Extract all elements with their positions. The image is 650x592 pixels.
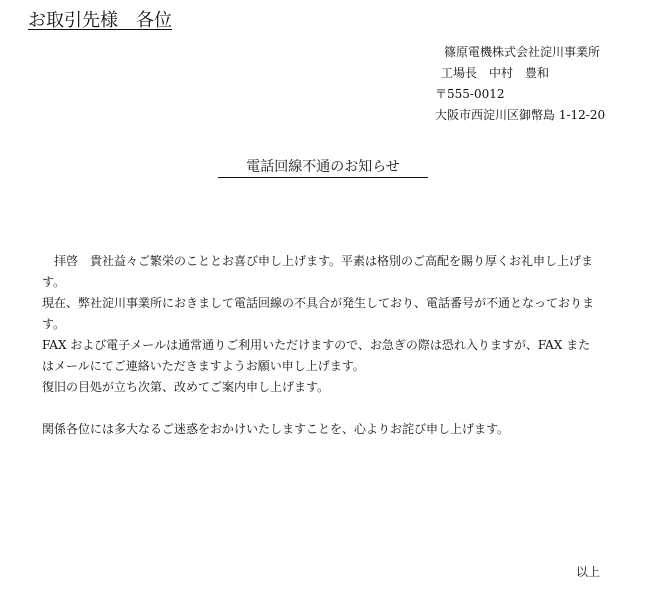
recipient-heading: お取引先様 各位 (28, 10, 172, 31)
sender-postal-code: 〒555-0012 (435, 87, 505, 101)
body-paragraph-contact: FAX および電子メールは通常通りご利用いただけますので、お急ぎの際は恐れ入りますが、FAX またはメールにてご連絡いただきますようお願い申し上げます。 (42, 338, 591, 373)
body-paragraph-apology: 関係各位には多大なるご迷惑をおかけいたしますことを、心よりお詫び申し上げます。 (42, 422, 510, 436)
body-paragraph-recovery: 復旧の目処が立ち次第、改めてご案内申し上げます。 (42, 380, 330, 394)
sender-manager: 工場長 中村 豊和 (441, 66, 550, 80)
body-paragraph-greeting: 拝啓 貴社益々ご繁栄のこととお喜び申し上げます。平素は格別のご高配を賜り厚くお礼申し上げます。 (42, 254, 594, 289)
body-paragraph-issue: 現在、弊社淀川事業所におきまして電話回線の不具合が発生しており、電話番号が不通となっております。 (42, 296, 595, 331)
sender-address: 大阪市西淀川区御幣島 1-12-20 (435, 108, 606, 122)
closing-mark: 以上 (576, 565, 601, 579)
sender-block (435, 42, 605, 126)
sender-company: 篠原電機株式会社淀川事業所 (444, 45, 601, 59)
notice-body (42, 251, 598, 440)
notice-title: 電話回線不通のお知らせ (218, 157, 428, 178)
